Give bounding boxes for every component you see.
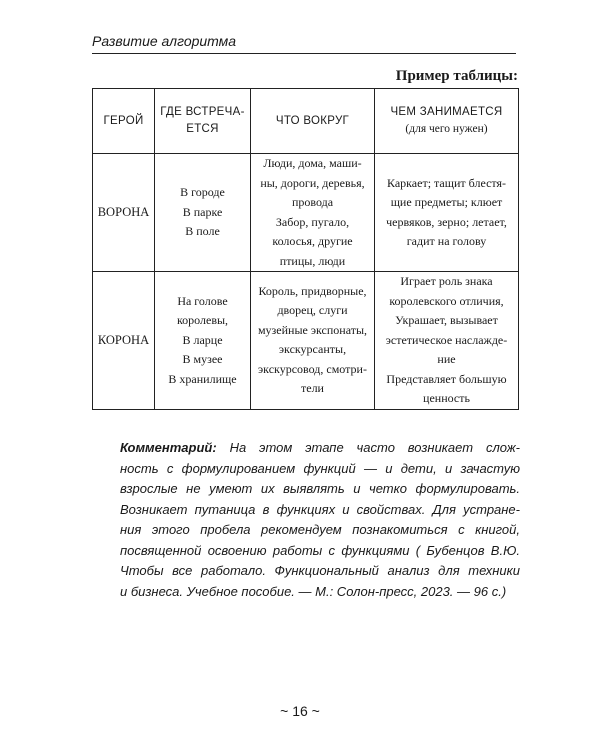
- cell-where: [155, 272, 251, 410]
- cell-line: Забор, пугало,: [275, 214, 350, 229]
- comment-line: [120, 438, 520, 459]
- cell-line: колосья, другие: [272, 234, 353, 248]
- cell-line: гадит на голову: [406, 234, 487, 248]
- table-row: [93, 272, 519, 410]
- cell-line: королевского отличия,: [389, 293, 504, 308]
- comment-label: Комментарий:: [120, 440, 217, 455]
- cell-line: В поле: [185, 224, 220, 239]
- comment-line: Чтобы все работало. Функциональный анализ для техники: [120, 563, 520, 578]
- page-number: ~ 16 ~: [280, 703, 320, 719]
- cell-line: червяков, зерно; летает,: [386, 214, 507, 229]
- cell-line: Король, придворные,: [258, 283, 367, 298]
- col-header-sublabel: (для чего нужен): [405, 123, 488, 135]
- cell-line: ны, дороги, деревья,: [260, 175, 365, 190]
- cell-does: [375, 154, 519, 272]
- comment-line: ния этого пробела рекомендуем познакомиться с книгой,: [120, 522, 520, 537]
- hero-table: [92, 88, 519, 410]
- table-row: [93, 154, 519, 272]
- cell-line: Люди, дома, маши-: [263, 156, 362, 170]
- cell-line: эстетическое наслажде-: [385, 332, 508, 347]
- cell-line: ние: [437, 352, 456, 366]
- cell-line: экскурсовод, смотри-: [258, 361, 367, 376]
- table-caption: Пример таблицы:: [395, 68, 518, 84]
- comment-line: и бизнеса. Учебное пособие. — М.: Солон-пресс, 2023. — 96 с.): [120, 583, 507, 599]
- cell-line: тели: [301, 381, 324, 396]
- cell-hero: КОРОНА: [93, 272, 155, 410]
- cell-line: В музее: [182, 352, 223, 366]
- col-header-label: ЧТО ВОКРУГ: [275, 114, 350, 127]
- col-header-hero: [93, 89, 155, 154]
- cell-line: В городе: [180, 185, 225, 200]
- cell-line: провода: [291, 195, 334, 209]
- cell-line: королевы,: [176, 313, 229, 327]
- col-header-label: ЧЕМ ЗАНИМАЕТСЯ: [390, 106, 503, 118]
- comment-paragraph: [120, 438, 520, 602]
- col-header-label: ЕТСЯ: [186, 123, 219, 135]
- cell-line: Каркает; тащит блестя-: [386, 175, 507, 190]
- cell-line: В парке: [182, 204, 223, 219]
- comment-line: взрослые не умеют их выявлять и четко формулировать.: [120, 481, 520, 496]
- cell-around: [251, 154, 375, 272]
- comment-text: На этом этапе часто возникает слож-: [229, 440, 520, 455]
- col-header-label: ГДЕ ВСТРЕЧА-: [160, 106, 245, 118]
- col-header-around: [251, 89, 375, 154]
- cell-line: В ларце: [182, 332, 223, 347]
- cell-line: Представляет большую: [386, 371, 507, 386]
- col-header-label: ГЕРОЙ: [103, 114, 144, 127]
- cell-line: щие предметы; клюет: [390, 195, 503, 209]
- col-header-where: [155, 89, 251, 154]
- col-header-does: [375, 89, 519, 154]
- comment-line: посвященной освоению работы с функциями ( Бубенцов В.Ю.: [120, 542, 520, 558]
- cell-does: [375, 272, 519, 410]
- cell-line: Украшает, вызывает: [395, 313, 498, 327]
- comment-line: Возникает путаница в функциях и свойствах. Для устране-: [120, 501, 520, 517]
- cell-line: птицы, люди: [279, 253, 346, 268]
- table-header-row: [93, 89, 519, 154]
- cell-line: ценность: [423, 391, 470, 405]
- comment-line: ность с формулированием функций — и дети, и зачастую: [120, 460, 520, 476]
- cell-line: дворец, слуги: [277, 303, 348, 318]
- cell-where: [155, 154, 251, 272]
- cell-hero: ВОРОНА: [93, 154, 155, 272]
- running-header: Развитие алгоритма: [92, 33, 516, 54]
- cell-line: Играет роль знака: [400, 274, 493, 288]
- cell-line: экскурсанты,: [278, 342, 347, 357]
- cell-around: [251, 272, 375, 410]
- cell-line: музейные экспонаты,: [257, 322, 368, 337]
- cell-line: На голове: [177, 293, 228, 308]
- cell-line: В хранилище: [168, 371, 237, 386]
